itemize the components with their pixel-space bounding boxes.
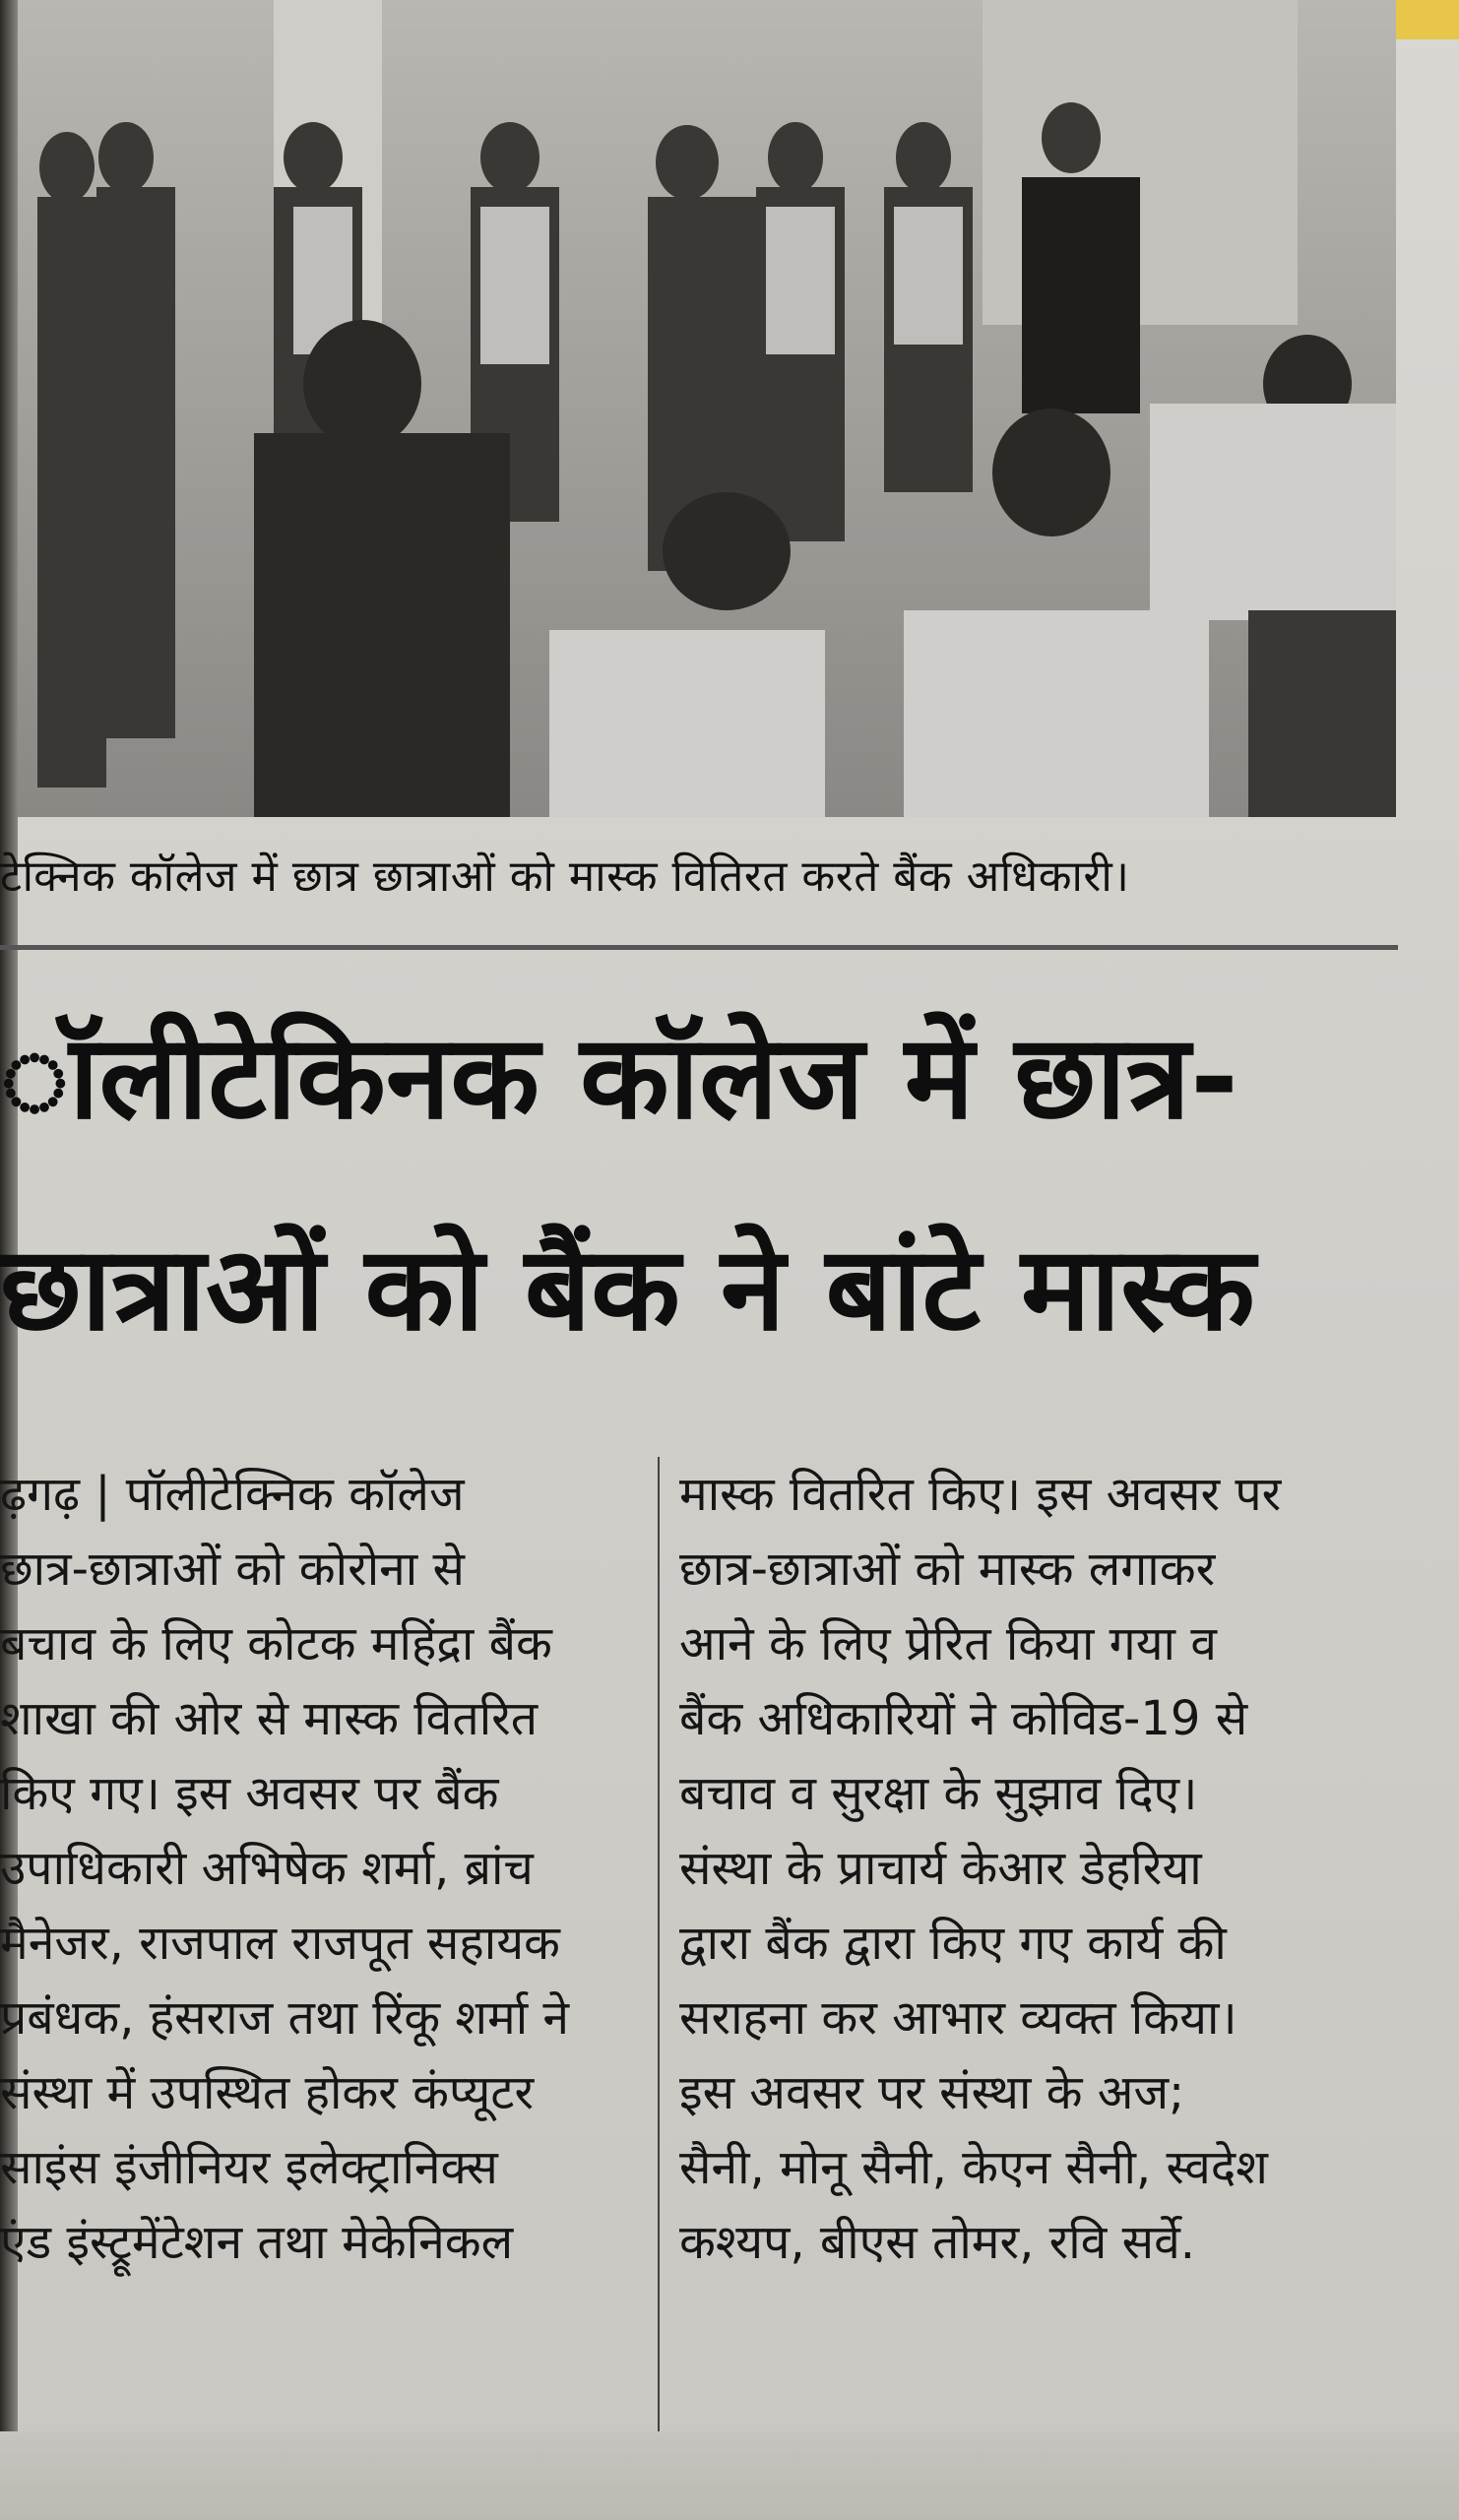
article-line: बचाव के लिए कोटक महिंद्रा बैंक <box>0 1616 552 1671</box>
article-line: प्रबंधक, हंसराज तथा रिंकू शर्मा ने <box>0 1990 570 2046</box>
article-line: ढ़गढ़ | पॉलीटेक्निक कॉलेज <box>0 1467 465 1522</box>
article-line: संस्था में उपस्थित होकर कंप्यूटर <box>0 2065 535 2120</box>
article-line: कश्यप, बीएस तोमर, रवि सर्वे. <box>679 2215 1196 2270</box>
article-line: सराहना कर आभार व्यक्त किया। <box>679 1990 1237 2046</box>
article-line: एंड इंस्ट्रूमेंटेशन तथा मेकेनिकल <box>0 2215 514 2270</box>
article-line: मैनेजर, राजपाल राजपूत सहायक <box>0 1916 560 1971</box>
article-line: द्वारा बैंक द्वारा किए गए कार्य की <box>679 1916 1227 1971</box>
section-divider <box>0 945 1398 950</box>
news-photo <box>18 0 1396 817</box>
headline-line-1: ॉलीटेकिनक कॉलेज में छात्र- <box>0 1009 1238 1145</box>
photo-caption: टेक्निक कॉलेज में छात्र छात्राओं को मास्क वितिरत करते बैंक अधिकारी। <box>0 851 1130 902</box>
column-divider <box>658 1457 660 2431</box>
article-line: साइंस इंजीनियर इलेक्ट्रानिक्स <box>0 2140 498 2195</box>
headline-line-2: छात्राओं को बैंक ने बांटे मास्क <box>0 1221 1255 1356</box>
article-line: सैनी, मोनू सैनी, केएन सैनी, स्वदेश <box>679 2140 1268 2195</box>
article-line: बचाव व सुरक्षा के सुझाव दिए। <box>679 1766 1198 1821</box>
article-line: छात्र-छात्राओं को कोरोना से <box>0 1542 465 1597</box>
article-line: उपाधिकारी अभिषेक शर्मा, ब्रांच <box>0 1841 534 1896</box>
article-line: छात्र-छात्राओं को मास्क लगाकर <box>679 1542 1216 1597</box>
article-column-right <box>679 1457 1427 2280</box>
article-line: किए गए। इस अवसर पर बैंक <box>0 1766 499 1821</box>
article-line: इस अवसर पर संस्था के अज; <box>679 2065 1185 2120</box>
article-line: आने के लिए प्रेरित किया गया व <box>679 1616 1217 1671</box>
page-bottom-margin <box>0 2431 1459 2520</box>
article-column-left <box>0 1457 630 2280</box>
classroom-photo-illustration <box>18 0 1396 817</box>
article-line: संस्था के प्राचार्य केआर डेहरिया <box>679 1841 1202 1896</box>
article-line: बैंक अधिकारियों ने कोविड-19 से <box>679 1691 1248 1746</box>
article-line: शाखा की ओर से मास्क वितरित <box>0 1691 539 1746</box>
article-line: मास्क वितरित किए। इस अवसर पर <box>679 1467 1282 1522</box>
